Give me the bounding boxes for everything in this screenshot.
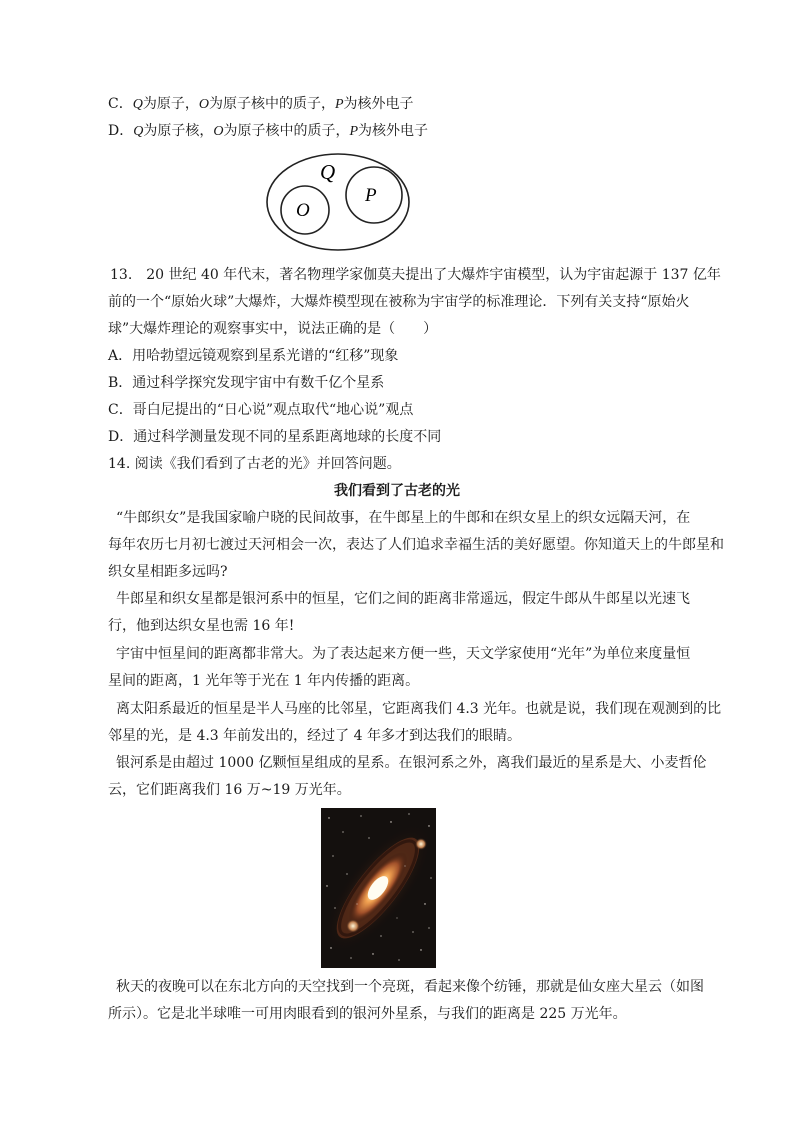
q14-stem: 14. 阅读《我们看到了古老的光》并回答问题。: [108, 456, 401, 472]
outer-ellipse: [267, 154, 409, 250]
article-line: 行，他到达织女星也需 16 年!: [108, 618, 295, 634]
article-line: 邻星的光，是 4.3 年前发出的，经过了 4 年多才到达我们的眼睛。: [108, 728, 521, 744]
q12-option-d[interactable]: D．Q为原子核，O为原子核中的质子，P为核外电子: [108, 123, 429, 139]
label-o: O: [296, 200, 310, 221]
article-line: 每年农历七月初七渡过天河相会一次，表达了人们追求幸福生活的美好愿望。你知道天上的牛郎星和: [108, 537, 724, 553]
q13-option-b[interactable]: B．通过科学探究发现宇宙中有数千亿个星系: [108, 375, 385, 391]
article-line: 云，它们距离我们 16 万~19 万光年。: [108, 782, 351, 798]
q13-option-c[interactable]: C．哥白尼提出的“日心说”观点取代“地心说”观点: [108, 402, 414, 418]
q13-stem-line-1: 13. 20 世纪 40 年代末，著名物理学家伽莫夫提出了大爆炸宇宙模型，认为宇宙起源于 137 亿年: [110, 267, 721, 283]
andromeda-galaxy-image: [321, 808, 436, 968]
label-q: Q: [320, 160, 336, 184]
article-line: 星间的距离，1 光年等于光在 1 年内传播的距离。: [108, 673, 420, 689]
q13-option-a[interactable]: A．用哈勃望远镜观察到星系光谱的“红移”现象: [108, 348, 399, 364]
article-line: 宇宙中恒星间的距离都非常大。为了表达起来方便一些，天文学家使用“光年”为单位来度量恒: [116, 646, 691, 662]
article-line: 牛郎星和织女星都是银河系中的恒星，它们之间的距离非常遥远，假定牛郎从牛郎星以光速飞: [116, 591, 690, 607]
atom-diagram: [262, 150, 414, 255]
article-line: 织女星相距多远吗?: [108, 564, 228, 580]
article-title: 我们看到了古老的光: [334, 483, 460, 499]
article-line: 离太阳系最近的恒星是半人马座的比邻星，它距离我们 4.3 光年。也就是说，我们现在观测到的比: [116, 701, 722, 717]
q13-stem-line-3: 球”大爆炸理论的观察事实中，说法正确的是（ ）: [108, 321, 438, 337]
q13-option-d[interactable]: D．通过科学测量发现不同的星系距离地球的长度不同: [108, 429, 442, 445]
label-p: P: [365, 185, 377, 206]
article-line: 秋天的夜晚可以在东北方向的天空找到一个亮斑，看起来像个纺锤，那就是仙女座大星云（如图: [116, 979, 704, 995]
q12-option-c[interactable]: C．Q为原子，O为原子核中的质子，P为核外电子: [108, 96, 414, 112]
article-line: 银河系是由超过 1000 亿颗恒星组成的星系。在银河系之外，离我们最近的星系是大、小麦哲伦: [116, 755, 707, 771]
article-line: “牛郎织女”是我国家喻户晓的民间故事，在牛郎星上的牛郎和在织女星上的织女远隔天河，在: [116, 510, 691, 526]
article-line: 所示）。它是北半球唯一可用肉眼看到的银河外星系，与我们的距离是 225 万光年。: [108, 1006, 627, 1022]
q13-stem-line-2: 前的一个“原始火球”大爆炸，大爆炸模型现在被称为宇宙学的标准理论．下列有关支持“原始火: [108, 294, 690, 310]
